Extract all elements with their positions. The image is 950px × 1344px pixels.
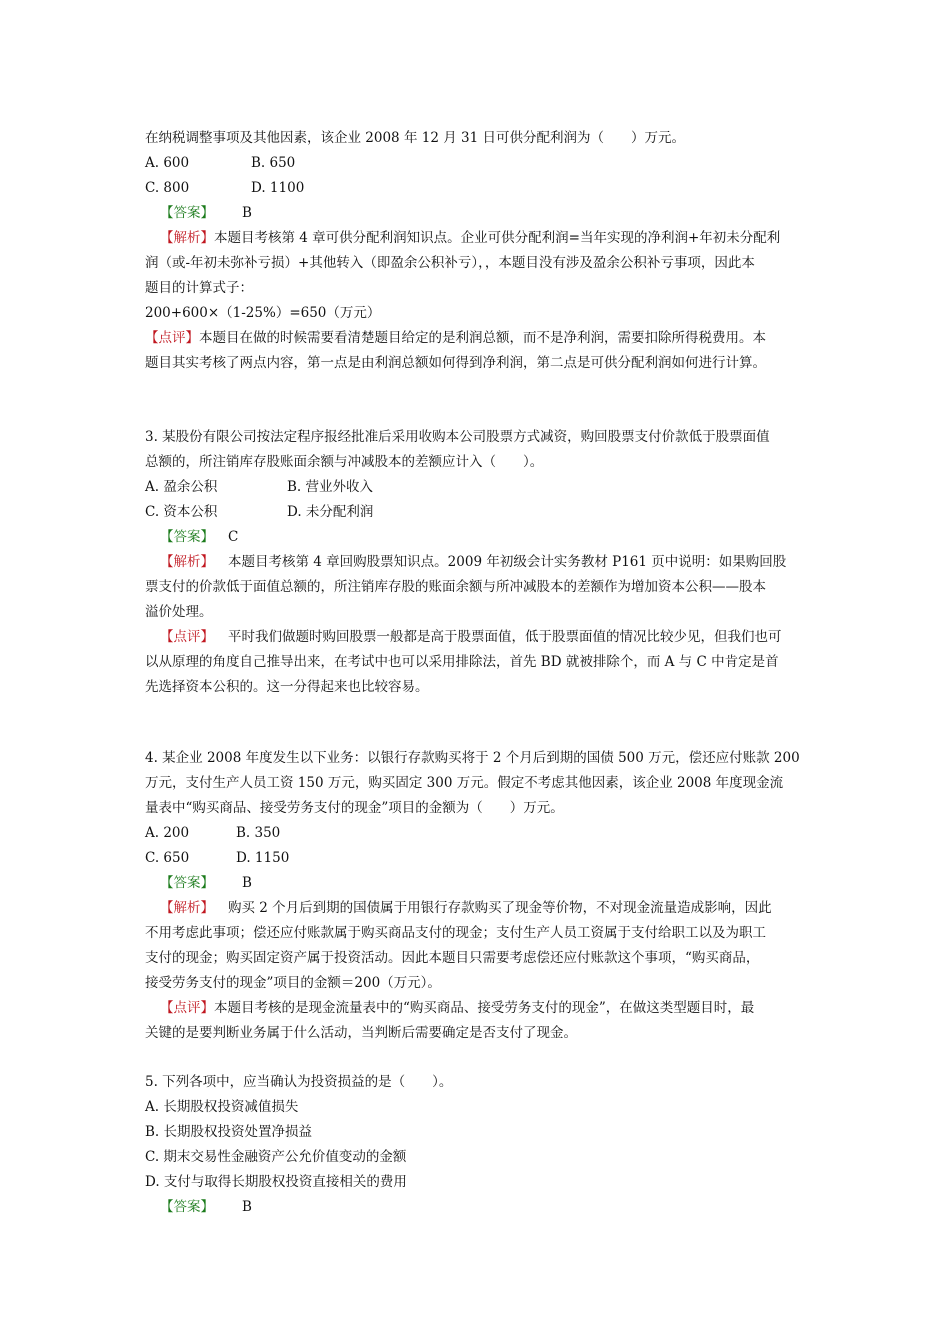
explanation-tag: 【解析】 bbox=[160, 230, 214, 246]
q3-comment-line-2: 以从原理的角度自己推导出来，在考试中也可以采用排除法，首先 BD 就被排除个，而 A 与 C 中肯定是首 bbox=[145, 654, 779, 670]
q2-explanation-line-3: 题目的计算式子： bbox=[145, 280, 253, 296]
explanation-tag: 【解析】 bbox=[160, 900, 214, 916]
q5-option-a: A. 长期股权投资减值损失 bbox=[145, 1099, 299, 1115]
q4-stem-line-2: 万元，支付生产人员工资 150 万元，购买固定 300 万元。假定不考虑其他因素，该企业 2008 年度现金流 bbox=[145, 775, 784, 791]
q3-option-a: A. 盈余公积 bbox=[145, 479, 218, 495]
answer-tag: 【答案】 bbox=[160, 205, 214, 221]
q5-answer bbox=[160, 1198, 252, 1216]
q4-explanation-line-1 bbox=[160, 899, 772, 917]
comment-tag: 【点评】 bbox=[145, 330, 199, 346]
q3-explanation-line-2: 票支付的价款低于面值总额的，所注销库存股的账面余额与所冲减股本的差额作为增加资本公积——股本 bbox=[145, 579, 766, 595]
q2-comment-line-2: 题目其实考核了两点内容，第一点是由利润总额如何得到净利润，第二点是可供分配利润如何进行计算。 bbox=[145, 355, 766, 371]
answer-value: B bbox=[242, 205, 252, 221]
q2-comment-line-1 bbox=[145, 329, 766, 347]
comment-text: 本题目考核的是现金流量表中的“购买商品、接受劳务支付的现金”，在做这类型题目时，最 bbox=[214, 1000, 755, 1016]
q2-answer bbox=[160, 204, 252, 222]
q3-answer bbox=[160, 528, 238, 546]
answer-tag: 【答案】 bbox=[160, 875, 214, 891]
q2-stem-line: 在纳税调整事项及其他因素，该企业 2008 年 12 月 31 日可供分配利润为（ ）万元。 bbox=[145, 130, 685, 146]
q3-option-c: C. 资本公积 bbox=[145, 504, 218, 520]
q4-explanation-line-2: 不用考虑此事项；偿还应付账款属于购买商品支付的现金；支付生产人员工资属于支付给职工以及为职工 bbox=[145, 925, 766, 941]
q3-comment-line-3: 先选择资本公积的。这一分得起来也比较容易。 bbox=[145, 679, 429, 695]
q4-stem-line-3: 量表中“购买商品、接受劳务支付的现金”项目的金额为（ ）万元。 bbox=[145, 800, 564, 816]
q4-stem-line-1: 4. 某企业 2008 年度发生以下业务：以银行存款购买将于 2 个月后到期的国债 500 万元，偿还应付账款 200 bbox=[145, 750, 800, 766]
q2-option-c: C. 800 bbox=[145, 180, 190, 196]
q2-option-b: B. 650 bbox=[251, 155, 296, 171]
q3-explanation-line-1 bbox=[160, 553, 786, 571]
q2-option-d: D. 1100 bbox=[251, 180, 305, 196]
comment-text: 本题目在做的时候需要看清楚题目给定的是利润总额，而不是净利润，需要扣除所得税费用。本 bbox=[199, 330, 766, 346]
explanation-tag: 【解析】 bbox=[160, 554, 214, 570]
q3-comment-line-1 bbox=[160, 628, 782, 646]
q4-option-d: D. 1150 bbox=[236, 850, 290, 866]
explanation-text: 本题目考核第 4 章回购股票知识点。2009 年初级会计实务教材 P161 页中说明：如果购回股 bbox=[228, 554, 787, 570]
q5-option-b: B. 长期股权投资处置净损益 bbox=[145, 1124, 313, 1140]
q2-formula: 200+600×（1-25%）=650（万元） bbox=[145, 305, 381, 321]
comment-tag: 【点评】 bbox=[160, 1000, 214, 1016]
q3-explanation-line-3: 溢价处理。 bbox=[145, 604, 213, 620]
answer-value: B bbox=[242, 1199, 252, 1215]
q2-explanation-line-2: 润（或-年初未弥补亏损）+其他转入（即盈余公积补亏），，本题目没有涉及盈余公积补亏事项，因此本 bbox=[145, 255, 755, 271]
q4-comment-line-1 bbox=[160, 999, 754, 1017]
q4-option-c: C. 650 bbox=[145, 850, 190, 866]
explanation-text: 购买 2 个月后到期的国债属于用银行存款购买了现金等价物，不对现金流量造成影响，因此 bbox=[228, 900, 772, 916]
q4-option-a: A. 200 bbox=[145, 825, 190, 841]
q4-explanation-line-3: 支付的现金；购买固定资产属于投资活动。因此本题目只需要考虑偿还应付账款这个事项，“购买商品， bbox=[145, 950, 760, 966]
q5-option-c: C. 期末交易性金融资产公允价值变动的金额 bbox=[145, 1149, 407, 1165]
answer-tag: 【答案】 bbox=[160, 529, 214, 545]
comment-tag: 【点评】 bbox=[160, 629, 214, 645]
q2-option-a: A. 600 bbox=[145, 155, 190, 171]
q5-option-d: D. 支付与取得长期股权投资直接相关的费用 bbox=[145, 1174, 407, 1190]
answer-value: B bbox=[242, 875, 252, 891]
q3-option-b: B. 营业外收入 bbox=[287, 479, 374, 495]
q3-stem-line-2: 总额的，所注销库存股账面余额与冲减股本的差额应计入（ ）。 bbox=[145, 454, 544, 470]
q4-explanation-line-4: 接受劳务支付的现金”项目的金额＝200（万元）。 bbox=[145, 975, 441, 991]
q4-comment-line-2: 关键的是要判断业务属于什么活动，当判断后需要确定是否支付了现金。 bbox=[145, 1025, 577, 1041]
q3-option-d: D. 未分配利润 bbox=[287, 504, 374, 520]
answer-tag: 【答案】 bbox=[160, 1199, 214, 1215]
answer-value: C bbox=[228, 529, 239, 545]
q3-stem-line-1: 3. 某股份有限公司按法定程序报经批准后采用收购本公司股票方式减资，购回股票支付价款低于股票面值 bbox=[145, 429, 770, 445]
q4-answer bbox=[160, 874, 252, 892]
q2-explanation-line-1 bbox=[160, 229, 780, 247]
q4-option-b: B. 350 bbox=[236, 825, 281, 841]
q5-stem-line-1: 5. 下列各项中，应当确认为投资损益的是（ ）。 bbox=[145, 1074, 453, 1090]
comment-text: 平时我们做题时购回股票一般都是高于股票面值，低于股票面值的情况比较少见，但我们也可 bbox=[228, 629, 782, 645]
explanation-text: 本题目考核第 4 章可供分配利润知识点。企业可供分配利润=当年实现的净利润+年初未分配利 bbox=[214, 230, 781, 246]
